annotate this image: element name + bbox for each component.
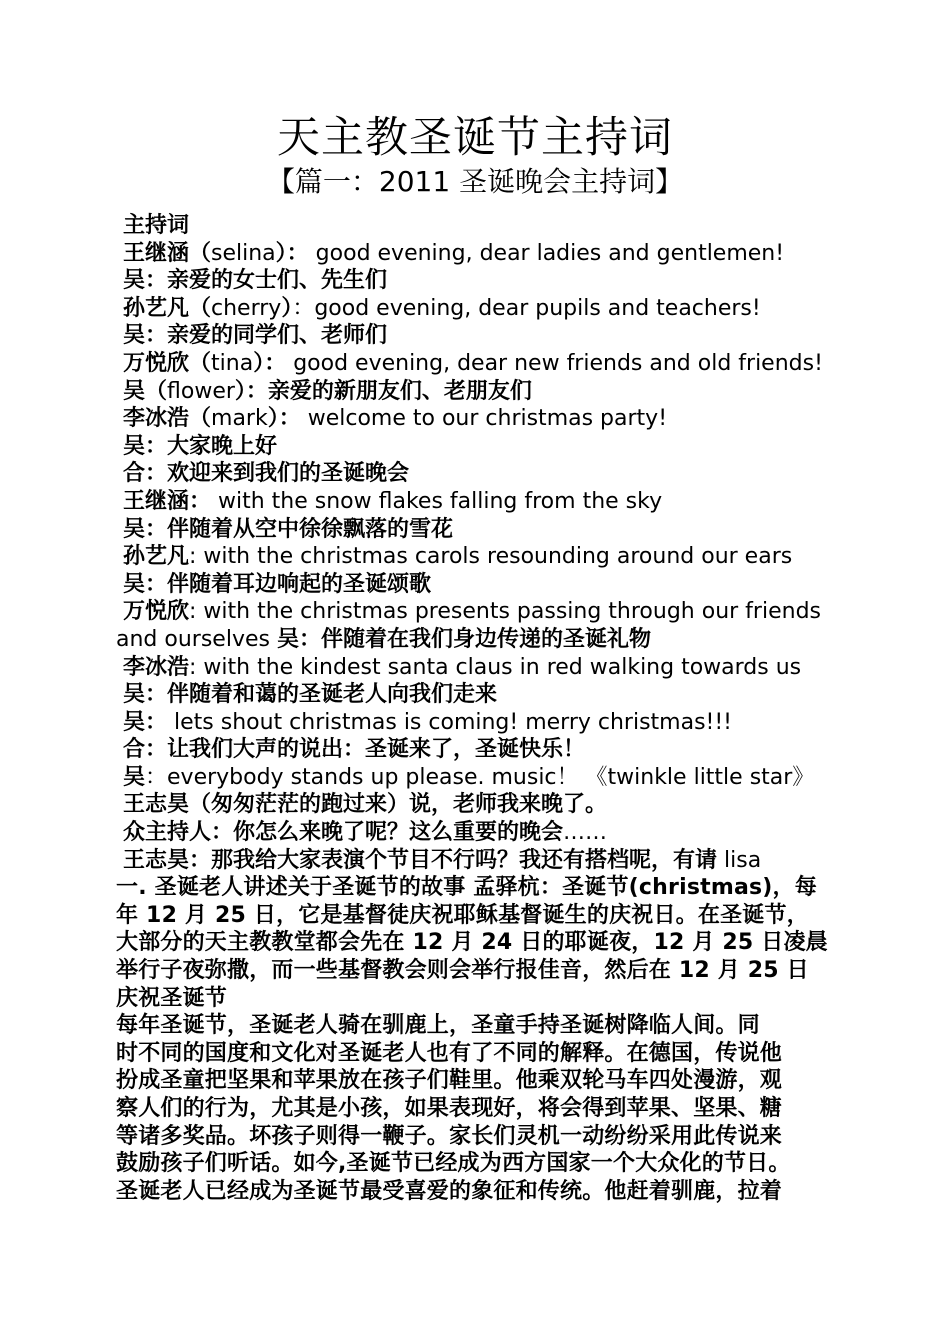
dialogue-text: and ourselves bbox=[116, 626, 277, 652]
paragraph-line: 庆祝圣诞节 bbox=[116, 985, 228, 1011]
speaker-text: ）： bbox=[275, 240, 309, 266]
paragraph-line: 等诸多奖品。坏孩子则得一鞭子。家长们灵机一动纷纷采用此传说来 bbox=[116, 1123, 783, 1149]
paragraph-line: 大部分的天主教教堂都会先在 12 月 24 日的耶诞夜，12 月 25 日凌晨 bbox=[116, 930, 828, 956]
dialogue-line bbox=[116, 571, 836, 599]
document-title: 天主教圣诞节主持词 bbox=[277, 113, 673, 163]
dialogue-text: mark bbox=[211, 406, 268, 432]
paragraph-line: 年 12 月 25 日，它是基督徒庆祝耶稣基督诞生的庆祝日。在圣诞节， bbox=[116, 902, 809, 928]
dialogue-line bbox=[116, 433, 836, 461]
speaker-text: 李冰浩 bbox=[123, 654, 190, 680]
paragraph-line: 举行子夜弥撒，而一些基督教会则会举行报佳音，然后在 12 月 25 日 bbox=[116, 958, 809, 984]
speaker-text: 吴：亲爱的女士们、先生们 bbox=[123, 268, 388, 294]
dialogue-text: cherry bbox=[211, 295, 282, 321]
paragraph-line: 一. 圣诞老人讲述关于圣诞节的故事 孟驿杭：圣诞节(christmas)，每 bbox=[116, 875, 817, 901]
speaker-text: 孙艺凡（ bbox=[123, 295, 212, 321]
speaker-text: 吴： bbox=[123, 709, 168, 735]
speaker-text: 王继涵（ bbox=[123, 240, 212, 266]
dialogue-line bbox=[116, 405, 836, 433]
dialogue-line bbox=[116, 791, 836, 819]
dialogue-line bbox=[116, 681, 836, 709]
speaker-text: 王志昊：那我给大家表演个节目不行吗？我还有搭档呢，有请 bbox=[123, 847, 718, 873]
speaker-text: 吴：大家晚上好 bbox=[123, 433, 278, 459]
dialogue-line bbox=[116, 295, 836, 323]
dialogue-line bbox=[116, 212, 836, 240]
dialogue-line bbox=[116, 322, 836, 350]
paragraph-line: 时不同的国度和文化对圣诞老人也有了不同的解释。在德国，传说他 bbox=[116, 1040, 783, 1066]
dialogue-text: : with the kindest santa claus in red walking towards us bbox=[189, 654, 802, 680]
dialogue-line bbox=[116, 626, 836, 654]
speaker-text: 万悦欣（ bbox=[123, 350, 212, 376]
dialogue-line bbox=[116, 488, 836, 516]
speaker-text: 吴：亲爱的同学们、老师们 bbox=[123, 323, 388, 349]
dialogue-lines bbox=[116, 212, 836, 874]
paragraph-santa bbox=[116, 1012, 836, 1205]
speaker-text: 王继涵： bbox=[123, 488, 212, 514]
dialogue-text: lisa bbox=[717, 847, 762, 873]
dialogue-text: ：everybody stands up please. music！ 《twinkle little star》 bbox=[145, 764, 815, 790]
dialogue-text: lets shout christmas is coming! merry christmas!!! bbox=[167, 709, 733, 735]
dialogue-text: : with the christmas presents passing through our friends bbox=[189, 599, 821, 625]
speaker-text: 王志昊（匆匆茫茫的跑过来）说，老师我来晚了。 bbox=[123, 792, 608, 818]
dialogue-text: with the snow flakes falling from the sky bbox=[211, 488, 663, 514]
paragraph-line: 鼓励孩子们听话。如今,圣诞节已经成为西方国家一个大众化的节日。 bbox=[116, 1151, 791, 1177]
speaker-text: 孙艺凡 bbox=[123, 544, 190, 570]
speaker-text: 众主持人：你怎么来晚了呢？这么重要的晚会 bbox=[123, 820, 564, 846]
dialogue-line bbox=[116, 516, 836, 544]
dialogue-line bbox=[116, 350, 836, 378]
dialogue-text: good evening, dear new friends and old friends! bbox=[286, 350, 823, 376]
paragraph-line: 圣诞老人已经成为圣诞节最受喜爱的象征和传统。他赶着驯鹿，拉着 bbox=[116, 1178, 783, 1204]
dialogue-line bbox=[116, 654, 836, 682]
dialogue-line bbox=[116, 460, 836, 488]
dialogue-text: flower bbox=[167, 378, 235, 404]
speaker-text: 吴：伴随着在我们身边传递的圣诞礼物 bbox=[276, 626, 651, 652]
dialogue-text: …… bbox=[563, 820, 608, 846]
speaker-text: 吴（ bbox=[123, 378, 168, 404]
speaker-text: 吴：伴随着从空中徐徐飘落的雪花 bbox=[123, 516, 454, 542]
paragraph-line: 每年圣诞节，圣诞老人骑在驯鹿上，圣童手持圣诞树降临人间。同 bbox=[116, 1013, 760, 1039]
dialogue-line bbox=[116, 240, 836, 268]
dialogue-line bbox=[116, 598, 836, 626]
dialogue-line bbox=[116, 543, 836, 571]
dialogue-text: ：good evening, dear pupils and teachers! bbox=[292, 295, 761, 321]
speaker-text: 吴 bbox=[123, 764, 146, 790]
speaker-text: 吴：伴随着和蔼的圣诞老人向我们走来 bbox=[123, 682, 498, 708]
speaker-text: 合：让我们大声的说出：圣诞来了，圣诞快乐！ bbox=[123, 737, 586, 763]
paragraph-line: 察人们的行为，尤其是小孩，如果表现好，将会得到苹果、坚果、糖 bbox=[116, 1096, 783, 1121]
speaker-text: 万悦欣 bbox=[123, 599, 190, 625]
dialogue-line bbox=[116, 736, 836, 764]
speaker-text: 吴：伴随着耳边响起的圣诞颂歌 bbox=[123, 571, 432, 597]
document-body bbox=[116, 212, 836, 1205]
speaker-text: ） bbox=[281, 295, 293, 321]
speaker-text: 合：欢迎来到我们的圣诞晚会 bbox=[123, 461, 410, 487]
speaker-text: ）：亲爱的新朋友们、老朋友们 bbox=[234, 378, 532, 404]
document-subtitle: 【篇一：2011 圣诞晚会主持词】 bbox=[266, 165, 684, 198]
dialogue-line bbox=[116, 378, 836, 406]
dialogue-text: welcome to our christmas party! bbox=[300, 406, 668, 432]
speaker-text: ）： bbox=[253, 350, 287, 376]
dialogue-line bbox=[116, 764, 836, 792]
dialogue-line bbox=[116, 847, 836, 875]
speaker-text: 主持词 bbox=[123, 213, 190, 238]
paragraph-story bbox=[116, 874, 836, 1012]
dialogue-text: good evening, dear ladies and gentlemen! bbox=[308, 240, 785, 266]
paragraph-line: 扮成圣童把坚果和苹果放在孩子们鞋里。他乘双轮马车四处漫游，观 bbox=[116, 1068, 783, 1094]
dialogue-line bbox=[116, 819, 836, 847]
dialogue-text: : with the christmas carols resounding around our ears bbox=[189, 544, 793, 570]
speaker-text: 李冰浩（ bbox=[123, 406, 212, 432]
dialogue-text: tina bbox=[211, 350, 254, 376]
speaker-text: ）： bbox=[267, 406, 301, 432]
dialogue-line bbox=[116, 267, 836, 295]
dialogue-text: selina bbox=[211, 240, 276, 266]
dialogue-line bbox=[116, 709, 836, 737]
